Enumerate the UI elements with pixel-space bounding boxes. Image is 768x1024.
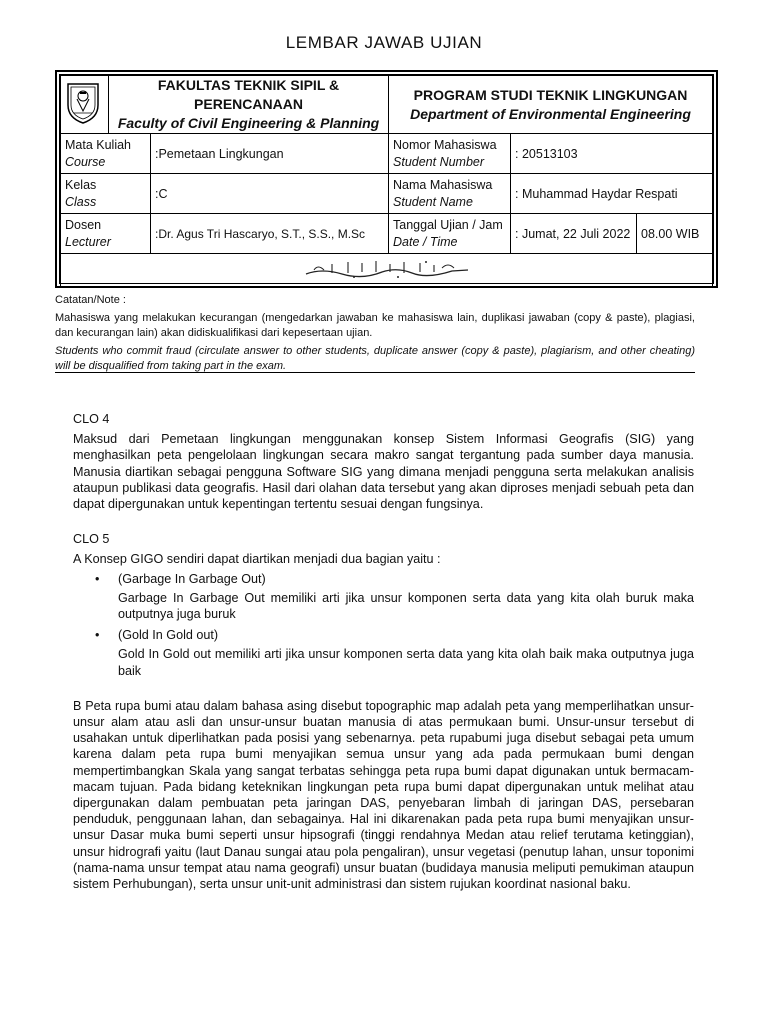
bullet-icon: • (95, 571, 100, 586)
course-value: :Pemetaan Lingkungan (151, 134, 389, 174)
calligraphy-cell (61, 254, 713, 287)
faculty-header (109, 76, 389, 134)
note-text-id: Mahasiswa yang melakukan kecurangan (mengedarkan jawaban ke mahasiswa lain, duplikasi jawaban (copy & paste), plagiasi, dan kecurangan lain) akan didiskualifikasi dari kepesertaan ujian. (55, 312, 695, 340)
clo5-intro: A Konsep GIGO sendiri dapat diartikan menjadi dua bagian yaitu : (73, 552, 441, 567)
clo4-text: Maksud dari Pemetaan lingkungan menggunakan konsep Sistem Informasi Geografis (SIG) yang menghasilkan peta pengelolaan lingkungan secara makro sangat tergantung pada sumber daya manusia. Manusia diartikan sebagai pengguna Software SIG yang dimana menjadi pengguna serta melakukan analisis ataupun publikasi data geografis. Hasil dari olahan data tersebut yang akan diproses menjadi sebuah peta dan dapat dipergunakan untuk kepentingan tertentu sesuai dengan fungsinya. (73, 432, 694, 512)
exam-note (55, 293, 695, 374)
page-title: LEMBAR JAWAB UJIAN (285, 33, 483, 52)
list-item (73, 627, 694, 643)
student-number-label: Nomor Mahasiswa Student Number (389, 134, 511, 174)
bullet-icon: • (95, 628, 100, 643)
answer-body (73, 411, 694, 892)
clo5-heading: CLO 5 (73, 532, 110, 547)
exam-date-value: : Jumat, 22 Juli 2022 (511, 214, 637, 254)
student-name-value: : Muhammad Haydar Respati (511, 174, 713, 214)
list-item-title: (Gold In Gold out) (118, 628, 219, 643)
course-label: Mata Kuliah Course (61, 134, 151, 174)
program-header (389, 76, 713, 134)
class-value: :C (151, 174, 389, 214)
note-title: Catatan/Note : (55, 294, 126, 306)
program-name-en: Department of Environmental Engineering (410, 105, 691, 122)
list-item (73, 571, 694, 587)
lecturer-label: Dosen Lecturer (61, 214, 151, 254)
clo4-heading: CLO 4 (73, 412, 110, 426)
exam-header-inner-frame (59, 74, 714, 284)
list-item-desc-wrap (73, 590, 694, 622)
note-divider (55, 372, 695, 373)
calligraphy-icon (302, 258, 472, 280)
program-name: PROGRAM STUDI TEKNIK LINGKUNGAN (413, 86, 688, 103)
clo5-part-b: B Peta rupa bumi atau dalam bahasa asing disebut topographic map adalah peta yang memperlihatkan unsur-unsur alam atau asli dan unsur-unsur buatan manusia di atas permukaan bumi. Unsur-unsur tersebut di usahakan untuk diperlihatkan pada posisi yang sebenarnya. peta rupabumi juga disebut sebagai peta umum karena dalam peta rupa bumi menyajikan semua unsur yang ada pada permukaan bumi dengan mempertimbangkan Skala yang sangat terbatas sehingga peta rupa bumi dapat digunakan untuk bermacam-macam tujuan. Pada bidang keteknikan lingkungan peta rupa bumi dapat dipergunakan untuk melihat atau dipergunakan dalam pembuatan peta jaringan DAS, penyebaran limbah di jaringan DAS, persebaran penduduk, penggunaan lahan, dan sebagainya. Hal ini dikarenakan pada peta rupa bumi menyajikan unsur-unsur Dasar muka bumi seperti unsur hipsografi (tinggi rendahnya Medan atau relief terutama ketinggian), unsur hidrografi yaitu (laut Danau sungai atau pola pengaliran), unsur vegetasi (penutup lahan, unsur toponimi (nama-nama unsur tempat atau nama geografi) unsur buatan (budidaya manusia meliputi pemukiman ataupun sistem Perhubungan), serta unsur unit-unit administrasi dan sistem rujukan koordinat nasional baku. (73, 698, 694, 892)
exam-time-value: 08.00 WIB (637, 214, 713, 254)
lecturer-value: :Dr. Agus Tri Hascaryo, S.T., S.S., M.Sc (151, 214, 389, 254)
student-name-label: Nama Mahasiswa Student Name (389, 174, 511, 214)
faculty-name-en: Faculty of Civil Engineering & Planning (117, 115, 380, 131)
exam-header-frame (55, 70, 718, 288)
exam-date-label: Tanggal Ujian / Jam Date / Time (389, 214, 511, 254)
list-item-desc: Garbage In Garbage Out memiliki arti jika unsur komponen serta data yang kita olah buruk maka outputnya juga buruk (118, 590, 694, 622)
faculty-name: FAKULTAS TEKNIK SIPIL & PERENCANAAN (157, 77, 340, 112)
exam-info-table (60, 75, 713, 287)
list-item-desc: Gold In Gold out memiliki arti jika unsur komponen serta data yang kita olah baik maka outputnya juga baik (118, 647, 694, 678)
student-number-value: : 20513103 (511, 134, 713, 174)
class-label: Kelas Class (61, 174, 151, 214)
university-logo-icon (65, 81, 101, 125)
list-item-desc-wrap (73, 646, 694, 678)
list-item-title: (Garbage In Garbage Out) (118, 571, 266, 586)
note-text-en: Students who commit fraud (circulate answer to other students, duplicate answer (copy & paste), plagiarism, and other cheating) will be disqualified from taking part in the exam. (55, 344, 695, 372)
logo-cell (61, 76, 109, 134)
